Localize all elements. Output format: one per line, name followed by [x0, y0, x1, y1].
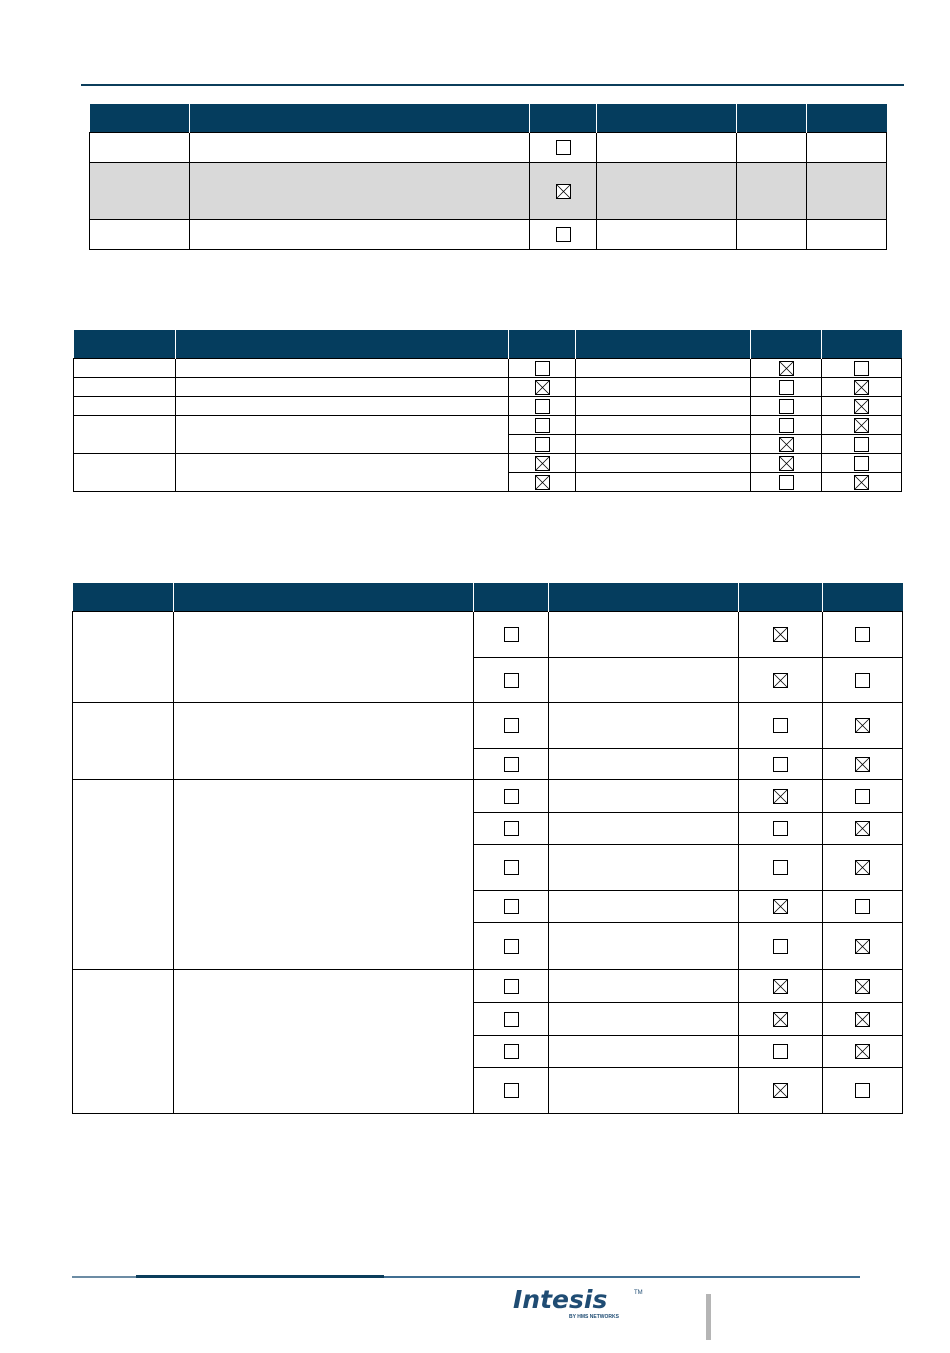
name-cell: [73, 612, 174, 703]
description-cell: [176, 378, 509, 397]
read-cell: [751, 378, 822, 397]
write-cell: [822, 454, 902, 473]
write-cell: [823, 813, 903, 845]
value-cell: [549, 612, 739, 658]
name-cell: [90, 220, 190, 250]
checkbox-icon: [773, 718, 788, 733]
intesis-logo: [513, 1286, 653, 1326]
footer-rule-mid: [136, 1275, 384, 1278]
read-cell: [739, 749, 823, 780]
extra-cell: [737, 163, 807, 220]
logo-wordmark: Intesis: [513, 1285, 608, 1314]
checkbox-icon: [504, 673, 519, 688]
checkbox-icon: [504, 757, 519, 772]
value-cell: [549, 1068, 739, 1114]
checkbox-icon: [504, 939, 519, 954]
flag-cell: [474, 891, 549, 923]
footer-rule-left: [72, 1276, 136, 1278]
checkbox-icon: [855, 627, 870, 642]
read-cell: [739, 1068, 823, 1114]
table-row: [74, 454, 902, 473]
name-cell: [73, 780, 174, 970]
checked-box-icon: [855, 979, 870, 994]
value-cell: [576, 397, 751, 416]
write-cell: [823, 970, 903, 1003]
value-cell: [576, 378, 751, 397]
checked-box-icon: [855, 821, 870, 836]
flag-cell: [509, 473, 576, 492]
checkbox-icon: [855, 673, 870, 688]
value-cell: [549, 1003, 739, 1036]
extra-cell: [807, 220, 887, 250]
write-cell: [822, 378, 902, 397]
checkbox-icon: [556, 227, 571, 242]
read-cell: [739, 703, 823, 749]
checked-box-icon: [855, 718, 870, 733]
read-cell: [739, 845, 823, 891]
description-cell: [176, 454, 509, 492]
checked-box-icon: [773, 1012, 788, 1027]
checkbox-icon: [779, 475, 794, 490]
write-cell: [823, 703, 903, 749]
value-cell: [576, 435, 751, 454]
checked-box-icon: [773, 979, 788, 994]
write-cell: [823, 1003, 903, 1036]
read-cell: [751, 359, 822, 378]
checked-box-icon: [773, 789, 788, 804]
checked-box-icon: [854, 380, 869, 395]
checked-box-icon: [535, 456, 550, 471]
write-cell: [822, 397, 902, 416]
read-cell: [739, 780, 823, 813]
checked-box-icon: [535, 475, 550, 490]
checked-box-icon: [854, 475, 869, 490]
flag-cell: [509, 454, 576, 473]
flag-cell: [530, 163, 597, 220]
checkbox-icon: [504, 899, 519, 914]
table-header-row: [74, 330, 902, 359]
value-cell: [549, 891, 739, 923]
flag-cell: [509, 435, 576, 454]
value-cell: [549, 658, 739, 703]
description-cell: [174, 612, 474, 703]
table-row: [90, 163, 887, 220]
read-cell: [739, 1036, 823, 1068]
name-cell: [73, 970, 174, 1114]
checkbox-icon: [504, 860, 519, 875]
checkbox-icon: [854, 456, 869, 471]
read-cell: [751, 397, 822, 416]
logo-trademark: TM: [634, 1290, 643, 1296]
table-row: [74, 416, 902, 435]
checked-box-icon: [535, 380, 550, 395]
name-cell: [73, 703, 174, 780]
flag-cell: [474, 970, 549, 1003]
write-cell: [823, 749, 903, 780]
checked-box-icon: [556, 184, 571, 199]
read-cell: [739, 970, 823, 1003]
read-cell: [751, 454, 822, 473]
write-cell: [823, 1036, 903, 1068]
description-cell: [190, 133, 530, 163]
description-cell: [190, 220, 530, 250]
logo-subtitle: BY HMS NETWORKS: [569, 1314, 619, 1320]
checkbox-icon: [556, 140, 571, 155]
checked-box-icon: [773, 673, 788, 688]
flag-cell: [509, 359, 576, 378]
footer-rule-right: [384, 1276, 860, 1278]
name-cell: [74, 454, 176, 492]
description-cell: [176, 397, 509, 416]
checkbox-icon: [779, 399, 794, 414]
write-cell: [823, 845, 903, 891]
table-row: [90, 220, 887, 250]
name-cell: [74, 416, 176, 454]
checked-box-icon: [855, 1012, 870, 1027]
write-cell: [823, 1068, 903, 1114]
checkbox-icon: [854, 437, 869, 452]
value-cell: [549, 780, 739, 813]
write-cell: [823, 780, 903, 813]
value-cell: [549, 970, 739, 1003]
name-cell: [90, 133, 190, 163]
checked-box-icon: [779, 456, 794, 471]
table-header-row: [90, 104, 887, 133]
flag-cell: [474, 845, 549, 891]
name-cell: [74, 359, 176, 378]
footer-divider: [706, 1294, 711, 1340]
read-cell: [739, 658, 823, 703]
table-row: [90, 133, 887, 163]
checked-box-icon: [779, 361, 794, 376]
checked-box-icon: [855, 757, 870, 772]
description-cell: [190, 163, 530, 220]
checked-box-icon: [855, 860, 870, 875]
table-row: [73, 703, 903, 749]
status-table-1: [89, 104, 887, 250]
checkbox-icon: [535, 437, 550, 452]
value-cell: [549, 845, 739, 891]
description-cell: [176, 416, 509, 454]
checked-box-icon: [855, 1044, 870, 1059]
extra-cell: [807, 133, 887, 163]
checked-box-icon: [773, 1083, 788, 1098]
name-cell: [74, 378, 176, 397]
flag-cell: [474, 923, 549, 970]
checkbox-icon: [504, 1083, 519, 1098]
value-cell: [597, 133, 737, 163]
table-header-row: [73, 583, 903, 612]
read-cell: [739, 612, 823, 658]
flag-cell: [474, 1036, 549, 1068]
name-cell: [74, 397, 176, 416]
checkbox-icon: [773, 860, 788, 875]
status-table-3: [72, 583, 903, 1114]
checkbox-icon: [773, 757, 788, 772]
checkbox-icon: [855, 1083, 870, 1098]
checkbox-icon: [504, 1044, 519, 1059]
checkbox-icon: [773, 821, 788, 836]
checkbox-icon: [504, 979, 519, 994]
table-row: [73, 612, 903, 658]
checkbox-icon: [854, 361, 869, 376]
checkbox-icon: [779, 418, 794, 433]
extra-cell: [807, 163, 887, 220]
checkbox-icon: [855, 899, 870, 914]
flag-cell: [509, 416, 576, 435]
read-cell: [751, 416, 822, 435]
checked-box-icon: [854, 399, 869, 414]
checkbox-icon: [855, 789, 870, 804]
value-cell: [549, 703, 739, 749]
value-cell: [549, 749, 739, 780]
checkbox-icon: [535, 361, 550, 376]
checked-box-icon: [854, 418, 869, 433]
write-cell: [823, 891, 903, 923]
read-cell: [739, 1003, 823, 1036]
value-cell: [549, 1036, 739, 1068]
value-cell: [549, 923, 739, 970]
flag-cell: [474, 813, 549, 845]
value-cell: [576, 359, 751, 378]
checkbox-icon: [773, 1044, 788, 1059]
table-row: [74, 378, 902, 397]
read-cell: [739, 891, 823, 923]
checkbox-icon: [504, 1012, 519, 1027]
checked-box-icon: [773, 899, 788, 914]
flag-cell: [474, 1003, 549, 1036]
value-cell: [576, 416, 751, 435]
name-cell: [90, 163, 190, 220]
write-cell: [823, 923, 903, 970]
checkbox-icon: [535, 399, 550, 414]
checkbox-icon: [535, 418, 550, 433]
status-table-2: [73, 330, 902, 492]
table-row: [73, 780, 903, 813]
checkbox-icon: [779, 380, 794, 395]
checkbox-icon: [504, 718, 519, 733]
flag-cell: [530, 133, 597, 163]
flag-cell: [474, 703, 549, 749]
checkbox-icon: [504, 789, 519, 804]
read-cell: [751, 473, 822, 492]
header-rule: [81, 84, 904, 86]
flag-cell: [509, 397, 576, 416]
write-cell: [822, 416, 902, 435]
description-cell: [174, 703, 474, 780]
value-cell: [576, 454, 751, 473]
value-cell: [576, 473, 751, 492]
write-cell: [822, 435, 902, 454]
table-row: [74, 359, 902, 378]
table-row: [73, 970, 903, 1003]
extra-cell: [737, 133, 807, 163]
write-cell: [823, 658, 903, 703]
description-cell: [174, 780, 474, 970]
value-cell: [597, 163, 737, 220]
value-cell: [597, 220, 737, 250]
table-row: [74, 397, 902, 416]
checkbox-icon: [504, 821, 519, 836]
flag-cell: [474, 612, 549, 658]
read-cell: [739, 923, 823, 970]
description-cell: [174, 970, 474, 1114]
flag-cell: [474, 658, 549, 703]
checked-box-icon: [773, 627, 788, 642]
flag-cell: [509, 378, 576, 397]
read-cell: [739, 813, 823, 845]
write-cell: [822, 359, 902, 378]
value-cell: [549, 813, 739, 845]
checked-box-icon: [779, 437, 794, 452]
flag-cell: [474, 780, 549, 813]
write-cell: [823, 612, 903, 658]
flag-cell: [474, 1068, 549, 1114]
checkbox-icon: [504, 627, 519, 642]
write-cell: [822, 473, 902, 492]
read-cell: [751, 435, 822, 454]
checkbox-icon: [773, 939, 788, 954]
description-cell: [176, 359, 509, 378]
flag-cell: [530, 220, 597, 250]
checked-box-icon: [855, 939, 870, 954]
flag-cell: [474, 749, 549, 780]
extra-cell: [737, 220, 807, 250]
